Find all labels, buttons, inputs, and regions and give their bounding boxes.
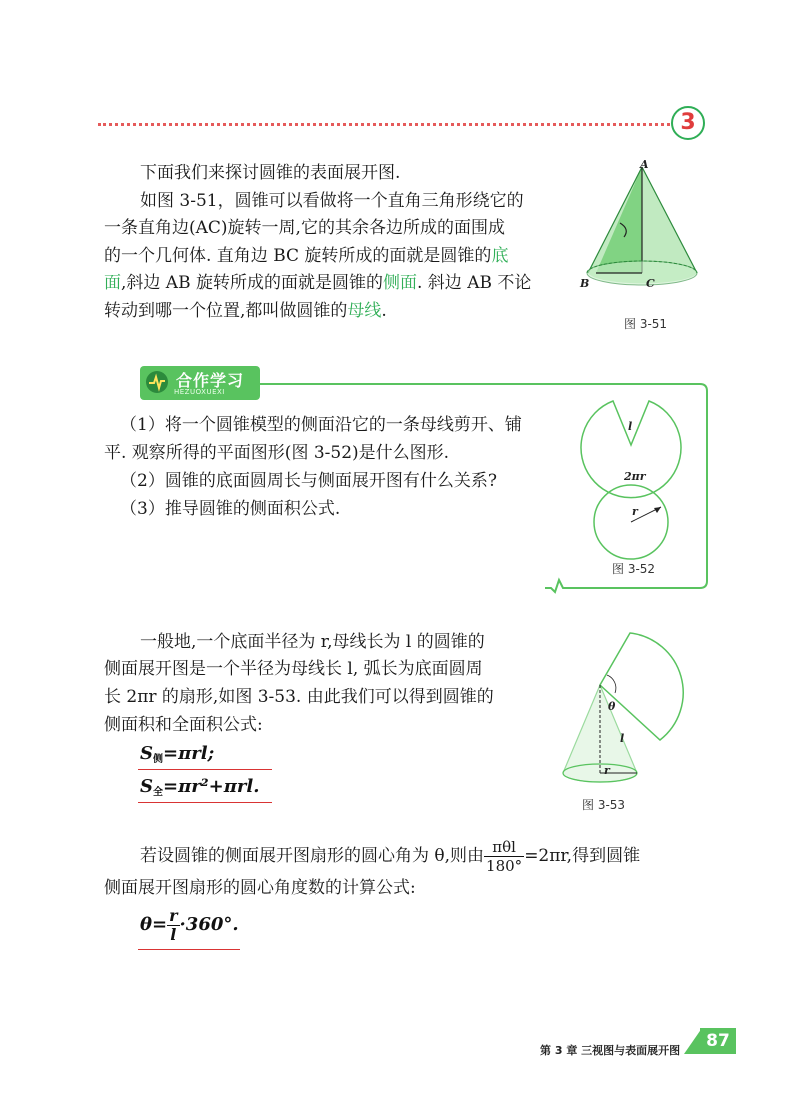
formula-central-angle bbox=[140, 905, 239, 945]
formula-total-area bbox=[140, 776, 259, 798]
term-lateral-surface: 侧面 bbox=[382, 273, 417, 293]
fig52-label-arc: 2πr bbox=[624, 470, 646, 483]
fig51-label-a: A bbox=[640, 158, 649, 171]
chapter-number-badge: 3 bbox=[671, 106, 705, 140]
theta-arc-icon bbox=[607, 675, 616, 693]
p1-line6-end: . bbox=[381, 301, 387, 321]
p1-line3: 一条直角边(AC)旋转一周,它的其余各边所成的面围成 bbox=[104, 218, 505, 238]
theta-lhs: θ= bbox=[140, 914, 168, 935]
frac-numerator: πθl bbox=[484, 838, 524, 857]
coop-learning-badge bbox=[140, 366, 260, 400]
coop-item1: （1）将一个圆锥模型的侧面沿它的一条母线剪开、铺 bbox=[120, 415, 522, 435]
fig52-label-r: r bbox=[632, 505, 638, 518]
fig53-label-r: r bbox=[604, 764, 610, 777]
coop-title: 合作学习 bbox=[176, 371, 245, 390]
page-number: 87 bbox=[700, 1028, 736, 1054]
formula-lateral-underline bbox=[138, 769, 272, 770]
formula-total-underline bbox=[138, 802, 272, 803]
term-base-part2: 面 bbox=[104, 273, 121, 293]
p1-line2: 如图 3-51，圆锥可以看做将一个直角三角形绕它的 bbox=[140, 191, 524, 211]
fig52-label-l: l bbox=[628, 420, 633, 433]
fig53-label-l: l bbox=[620, 732, 625, 745]
coop-item2: （2）圆锥的底面圆周长与侧面展开图有什么关系? bbox=[120, 471, 497, 491]
formula-total-s: S bbox=[140, 776, 153, 797]
p3-post: =2πr,得到圆锥 bbox=[524, 846, 641, 866]
fraction-r-over-l bbox=[167, 907, 179, 944]
frac-denominator: 180° bbox=[486, 857, 523, 875]
p3-pre: 若设圆锥的侧面展开图扇形的圆心角为 θ,则由 bbox=[140, 846, 485, 866]
term-generatrix: 母线 bbox=[347, 301, 382, 321]
fig51-label-c: C bbox=[646, 277, 655, 290]
formula-total-sub: 全 bbox=[153, 787, 163, 798]
footer-chapter-title: 第 3 章 三视图与表面展开图 bbox=[540, 1044, 681, 1057]
p1-line5-text-a: ,斜边 AB 旋转所成的面就是圆锥的 bbox=[121, 273, 383, 293]
fig53-label-theta: θ bbox=[608, 700, 616, 713]
term-base-part1: 底 bbox=[491, 246, 509, 266]
p1-line5-text-b: . 斜边 AB 不论 bbox=[416, 273, 532, 293]
p2-line1: 一般地,一个底面半径为 r,母线长为 l 的圆锥的 bbox=[140, 632, 485, 652]
fig51-label-b: B bbox=[580, 277, 590, 290]
pulse-icon bbox=[146, 371, 168, 393]
p2-line3: 长 2πr 的扇形,如图 3-53. 由此我们可以得到圆锥的 bbox=[104, 687, 494, 707]
formula-lateral-area bbox=[140, 743, 214, 765]
sector-shape bbox=[581, 401, 681, 498]
figure-3-53-unfolded bbox=[555, 625, 705, 790]
p1-line6-text: 转动到哪一个位置,都叫做圆锥的 bbox=[104, 301, 348, 321]
p1-line6 bbox=[104, 300, 387, 322]
coop-item1-cont: 平. 观察所得的平面图形(图 3-52)是什么图形. bbox=[104, 443, 450, 463]
figure-3-51-cone bbox=[580, 155, 710, 305]
p1-line5 bbox=[104, 272, 531, 294]
fraction-arc-length bbox=[484, 838, 524, 875]
coop-item3: （3）推导圆锥的侧面积公式. bbox=[120, 499, 341, 519]
theta-frac-num: r bbox=[169, 905, 178, 925]
fig53-caption: 图 3-53 bbox=[582, 798, 626, 812]
formula-theta-underline bbox=[138, 949, 240, 950]
theta-rhs: ·360°. bbox=[179, 914, 239, 935]
p2-line4: 侧面积和全面积公式: bbox=[104, 715, 263, 735]
coop-subtitle: HEZUOXUEXI bbox=[174, 388, 225, 396]
fig52-caption: 图 3-52 bbox=[612, 562, 656, 576]
fig51-caption: 图 3-51 bbox=[624, 317, 668, 331]
p1-line4-text: 的一个几何体. 直角边 BC 旋转所成的面就是圆锥的 bbox=[104, 246, 492, 266]
theta-frac-den: l bbox=[170, 924, 177, 944]
p1-line1: 下面我们来探讨圆锥的表面展开图. bbox=[140, 163, 401, 183]
p3-line1 bbox=[140, 836, 640, 876]
p1-line4 bbox=[104, 245, 508, 267]
formula-lateral-rhs: =πrl; bbox=[163, 743, 215, 764]
formula-lateral-sub: 侧 bbox=[153, 754, 163, 765]
p3-line2: 侧面展开图扇形的圆心角度数的计算公式: bbox=[104, 878, 416, 898]
p2-line2: 侧面展开图是一个半径为母线长 l, 弧长为底面圆周 bbox=[104, 659, 483, 679]
header-dotted-rule bbox=[98, 123, 670, 126]
formula-total-rhs: =πr²+πrl. bbox=[163, 776, 260, 797]
formula-lateral-s: S bbox=[140, 743, 153, 764]
